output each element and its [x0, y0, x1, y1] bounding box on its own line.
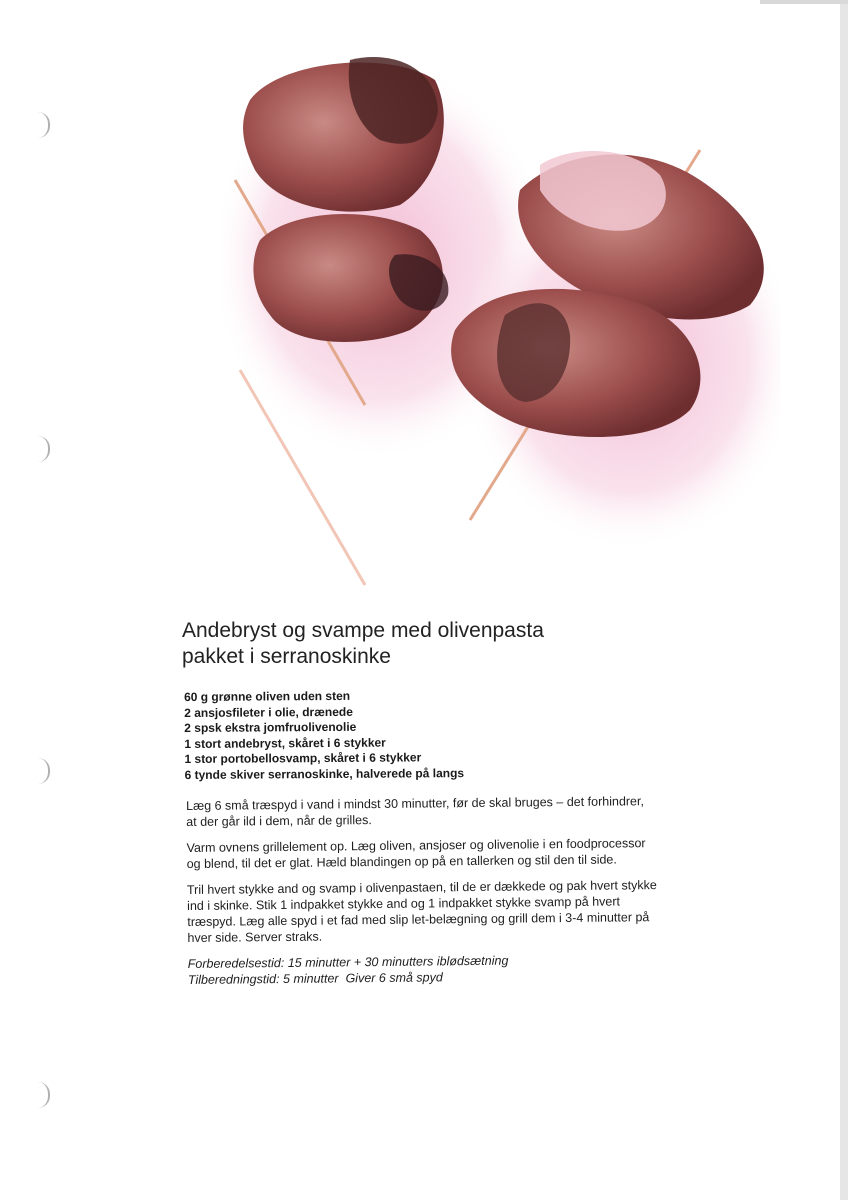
punch-hole-mark	[30, 758, 50, 784]
prep-time: Forberedelsestid: 15 minutter + 30 minutters iblødsætning	[187, 953, 509, 971]
servings: Giver 6 små spyd	[345, 970, 443, 986]
cook-time: Tilberedningstid: 5 minutter	[187, 971, 339, 987]
timing-info	[188, 951, 658, 988]
punch-hole-mark	[30, 1082, 50, 1108]
recipe-title	[182, 618, 742, 670]
punch-hole-mark	[30, 112, 50, 138]
ingredient-item: 1 stort andebryst, skåret i 6 stykker	[184, 735, 386, 751]
method-step: Varm ovnens grillelement op. Læg oliven, ansjoser og olivenolie i en foodprocessor og blend, til det er glat. Hæld blandingen op på en tallerken og stil den til side.	[186, 836, 646, 871]
ingredient-list	[184, 686, 705, 783]
ingredient-item: 2 ansjosfileter i olie, drænede	[184, 704, 353, 720]
skewers-photo	[220, 30, 780, 590]
method-step: Læg 6 små træspyd i vand i mindst 30 minutter, før de skal bruges – det forhindrer, at der går ild i dem, når de grilles.	[186, 794, 644, 829]
method-section	[186, 793, 658, 988]
recipe-title-line-2: pakket i serranoskinke	[182, 645, 391, 668]
method-step: Tril hvert stykke and og svamp i olivenpastaen, til de er dækkede og pak hvert stykke ind i skinke. Stik 1 indpakket stykke and og 1 indpakket stykke svamp på hvert træspyd. Læg alle spyd i et fad med slip let-belægning og grill dem i 3-4 minutter på hver side. Server straks.	[186, 878, 657, 945]
punch-hole-mark	[30, 436, 50, 462]
ingredient-item: 60 g grønne oliven uden sten	[184, 688, 351, 704]
scan-edge-top	[760, 0, 848, 4]
scan-edge-right	[840, 0, 848, 1200]
recipe-title-line-1: Andebryst og svampe med olivenpasta	[182, 619, 544, 642]
ingredient-item: 1 stor portobellosvamp, skåret i 6 stykker	[184, 750, 422, 767]
ingredient-item: 6 tynde skiver serranoskinke, halverede på langs	[184, 766, 465, 782]
ingredient-item: 2 spsk ekstra jomfruolivenolie	[184, 719, 357, 736]
